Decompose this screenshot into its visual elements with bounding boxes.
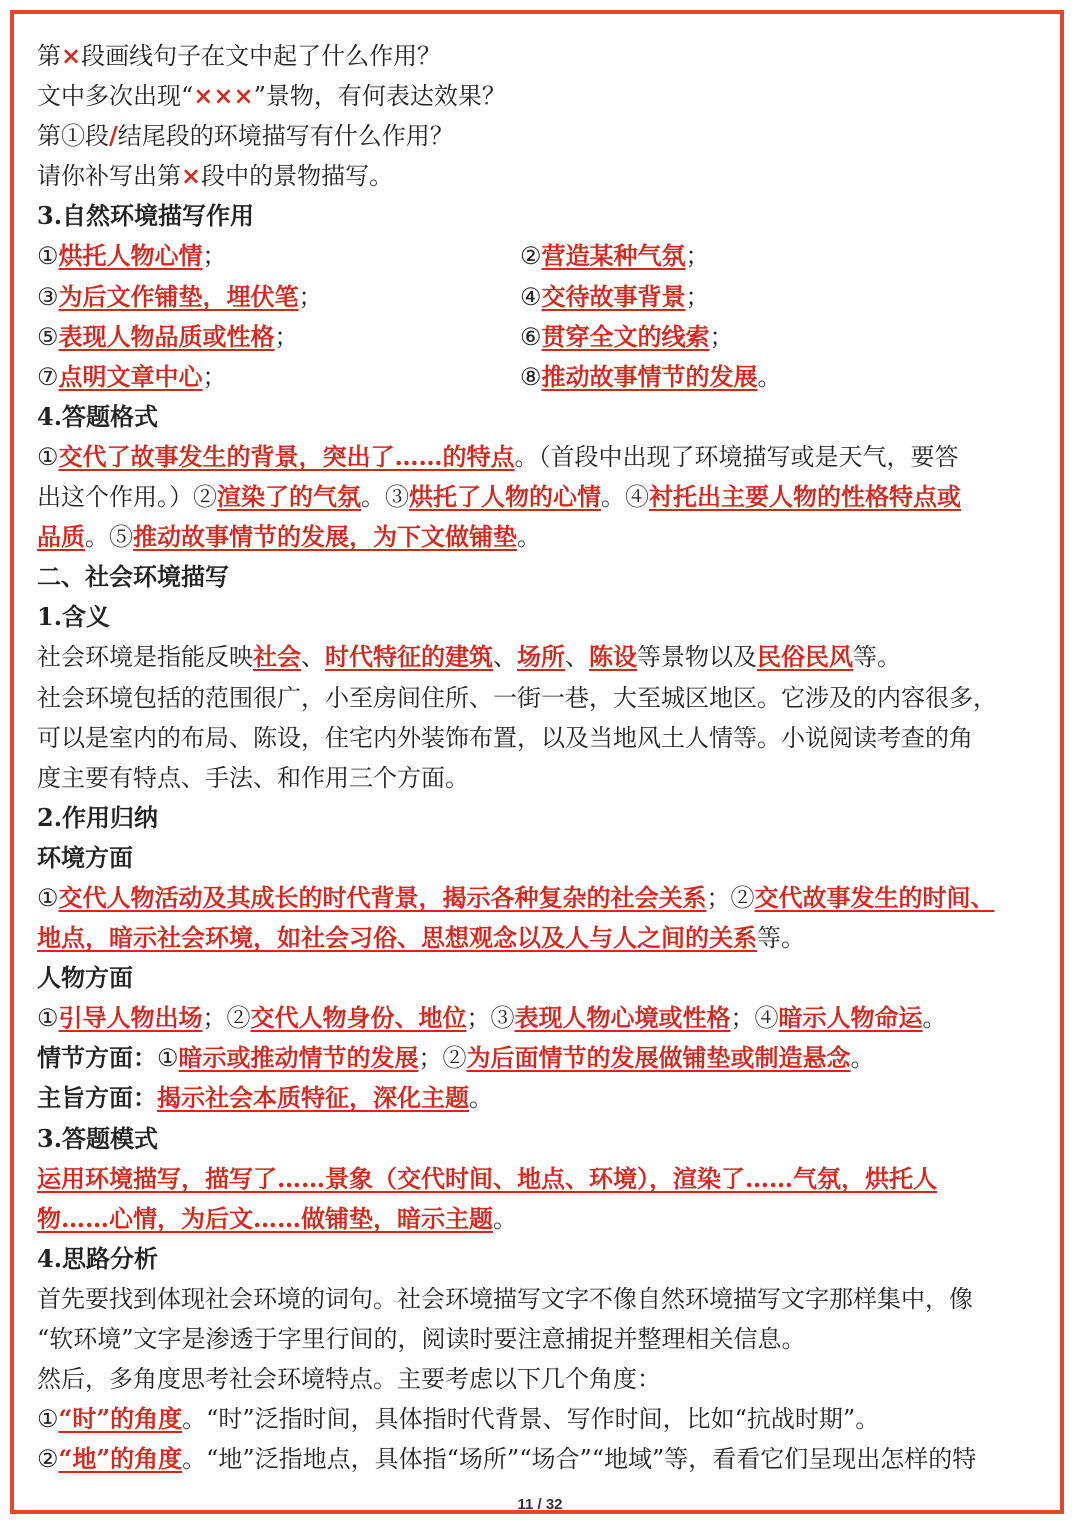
paragraph-line: 品质。⑤推动故事情节的发展，为下文做铺垫。	[37, 522, 541, 552]
question-line: 第×段画线句子在文中起了什么作用？	[37, 41, 442, 70]
paragraph-line: 社会环境是指能反映社会、时代特征的建筑、场所、陈设等景物以及民俗民风等。	[37, 642, 901, 672]
paragraph-line: ①交代了故事发生的背景，突出了……的特点。（首段中出现了环境描写或是天气，要答	[37, 441, 959, 471]
function-row	[37, 317, 1067, 357]
paragraph-line: 情节方面：①暗示或推动情节的发展；②为后面情节的发展做铺垫或制造悬念。	[37, 1043, 875, 1073]
function-item: ⑦点明文章中心；	[37, 361, 227, 391]
paragraph-line: 首先要找到体现社会环境的词句。社会环境描写文字不像自然环境描写文字那样集中，像	[37, 1284, 973, 1313]
function-item: ①烘托人物心情；	[37, 241, 227, 271]
question-line: 文中多次出现“×××”景物，有何表达效果？	[37, 81, 506, 111]
section-title: 二、社会环境描写	[37, 562, 229, 592]
section-heading: 1.含义	[37, 602, 111, 632]
function-item: ④交待故事背景；	[520, 281, 710, 311]
function-row	[37, 277, 1067, 317]
document-body	[37, 36, 1067, 1479]
paragraph-line: ②“地”的角度。“地”泛指地点，具体指“场所”“场合”“地域”等，看看它们呈现出怎样的特	[37, 1444, 977, 1474]
function-item: ②营造某种气氛；	[520, 241, 710, 271]
paragraph-line: ①交代人物活动及其成长的时代背景，揭示各种复杂的社会关系；②交代故事发生的时间、	[37, 882, 995, 912]
page-number: 11 / 32	[517, 1496, 563, 1513]
function-item: ⑤表现人物品质或性格；	[37, 321, 299, 351]
paragraph-line: 然后，多角度思考社会环境特点。主要考虑以下几个角度：	[37, 1365, 661, 1394]
subsection-heading: 环境方面	[37, 842, 133, 872]
paragraph-line: 度主要有特点、手法、和作用三个方面。	[37, 763, 469, 792]
subsection-heading: 人物方面	[37, 963, 133, 993]
paragraph-line: ①引导人物出场；②交代人物身份、地位；③表现人物心境或性格；④暗示人物命运。	[37, 1003, 947, 1033]
function-row	[37, 236, 1067, 276]
section-heading: 4.答题格式	[37, 401, 159, 431]
paragraph-line: ①“时”的角度。“时”泛指时间，具体指时代背景、写作时间，比如“抗战时期”。	[37, 1404, 880, 1434]
function-item: ⑥贯穿全文的线索；	[520, 321, 734, 351]
question-line: 第①段/结尾段的环境描写有什么作用？	[37, 121, 454, 151]
paragraph-line: 可以是室内的布局、陈设，住宅内外装饰布置，以及当地风土人情等。小说阅读考查的角	[37, 723, 973, 752]
paragraph-line: 主旨方面：揭示社会本质特征，深化主题。	[37, 1083, 493, 1113]
function-item: ⑧推动故事情节的发展。	[520, 361, 782, 391]
paragraph-line: 地点，暗示社会环境，如社会习俗、思想观念以及人与人之间的关系等。	[37, 923, 805, 953]
paragraph-line: 运用环境描写，描写了……景象（交代时间、地点、环境），渲染了……气氛，烘托人	[37, 1163, 937, 1193]
section-heading: 3.答题模式	[37, 1123, 159, 1153]
paragraph-line: 出这个作用。）②渲染了的气氛。③烘托了人物的心情。④衬托出主要人物的性格特点或	[37, 482, 961, 512]
section-heading: 3.自然环境描写作用	[37, 201, 255, 231]
paragraph-line: 物……心情，为后文……做铺垫，暗示主题。	[37, 1203, 517, 1233]
function-row	[37, 357, 1067, 397]
section-heading: 2.作用归纳	[37, 802, 159, 832]
section-heading: 4.思路分析	[37, 1243, 159, 1273]
question-line: 请你补写出第×段中的景物描写。	[37, 161, 394, 191]
paragraph-line: 社会环境包括的范围很广，小至房间住所、一街一巷，大至城区地区。它涉及的内容很多，	[37, 683, 997, 712]
function-item: ③为后文作铺垫，埋伏笔；	[37, 281, 323, 311]
paragraph-line: “软环境”文字是渗透于字里行间的，阅读时要注意捕捉并整理相关信息。	[37, 1325, 806, 1353]
